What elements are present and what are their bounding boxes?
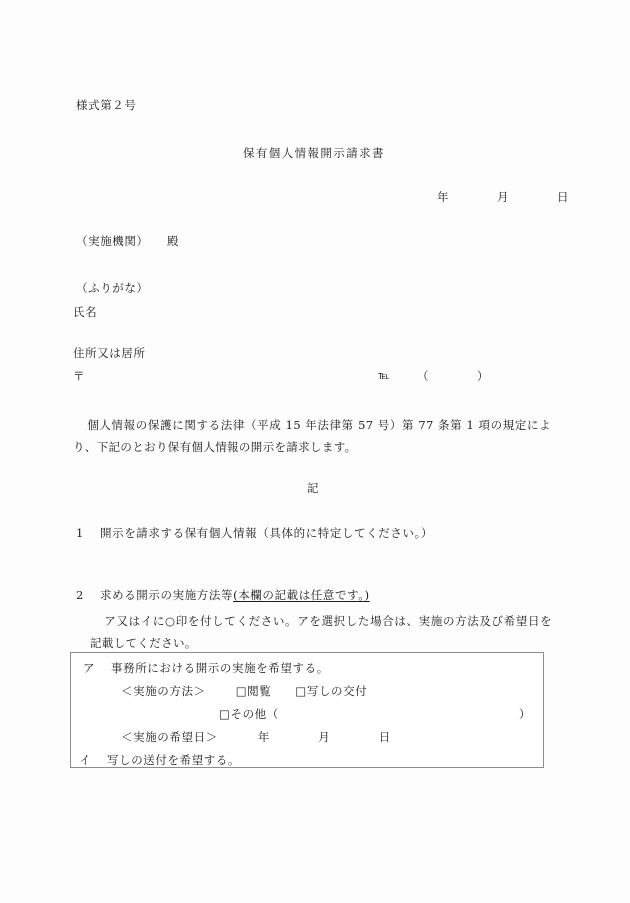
item-2-label: 求める開示の実施方法等 bbox=[100, 588, 234, 602]
item-1 bbox=[76, 526, 433, 542]
option-a-row[interactable] bbox=[83, 660, 329, 676]
option-a-label: 事務所における開示の実施を希望する。 bbox=[111, 661, 329, 675]
checkbox-other[interactable]: □その他（ bbox=[219, 707, 279, 721]
desired-date-row bbox=[121, 729, 391, 745]
name-label: 氏名 bbox=[73, 305, 98, 319]
other-close-paren: ） bbox=[519, 707, 532, 721]
option-i-label: 写しの送付を希望する。 bbox=[107, 753, 241, 767]
address-label: 住所又は居所 bbox=[73, 346, 146, 360]
page-title: 保有個人情報開示請求書 bbox=[243, 146, 385, 160]
checkbox-inspection[interactable]: □閲覧 bbox=[235, 684, 272, 698]
item-2-number: 2 bbox=[76, 588, 84, 602]
date-line: 年 月 日 bbox=[437, 190, 569, 204]
item-2-instruction bbox=[90, 611, 552, 655]
method-label: ＜実施の方法＞ bbox=[121, 684, 206, 698]
legal-basis-text: 個人情報の保護に関する法律（平成 15 年法律第 57 号）第 77 条第 1 項の規定により、下記のとおり保有個人情報の開示を請求します。 bbox=[73, 418, 551, 455]
item-2-instruction-text: ア又はイに○印を付してください。アを選択した場合は、実施の方法及び希望日を記載してください。 bbox=[90, 614, 552, 650]
item-2 bbox=[76, 588, 370, 604]
method-row bbox=[121, 683, 367, 699]
checkbox-copy-delivery[interactable]: □写しの交付 bbox=[295, 684, 368, 698]
desired-date-label: ＜実施の希望日＞ bbox=[121, 730, 218, 744]
option-a-marker: ア bbox=[83, 661, 96, 675]
ki-heading: 記 bbox=[307, 481, 319, 495]
option-i-row[interactable] bbox=[79, 752, 240, 768]
form-number: 様式第２号 bbox=[76, 98, 137, 112]
desired-date-value[interactable]: 年 月 日 bbox=[257, 730, 391, 744]
telephone-area-field: （ ） bbox=[417, 369, 489, 383]
item-1-label: 開示を請求する保有個人情報（具体的に特定してください。） bbox=[100, 526, 434, 540]
legal-basis-paragraph bbox=[73, 414, 551, 459]
option-i-marker: イ bbox=[79, 753, 92, 767]
item-2-optional-note: (本欄の記載は任意です。) bbox=[233, 588, 370, 602]
implementation-method-box bbox=[70, 652, 544, 768]
postal-code-mark: 〒 bbox=[73, 369, 86, 383]
furigana-label: （ふりがな） bbox=[76, 281, 149, 295]
telephone-icon: ℡ bbox=[378, 369, 391, 382]
agency-line: （実施機関） 殿 bbox=[76, 234, 180, 248]
item-1-number: 1 bbox=[76, 526, 84, 540]
